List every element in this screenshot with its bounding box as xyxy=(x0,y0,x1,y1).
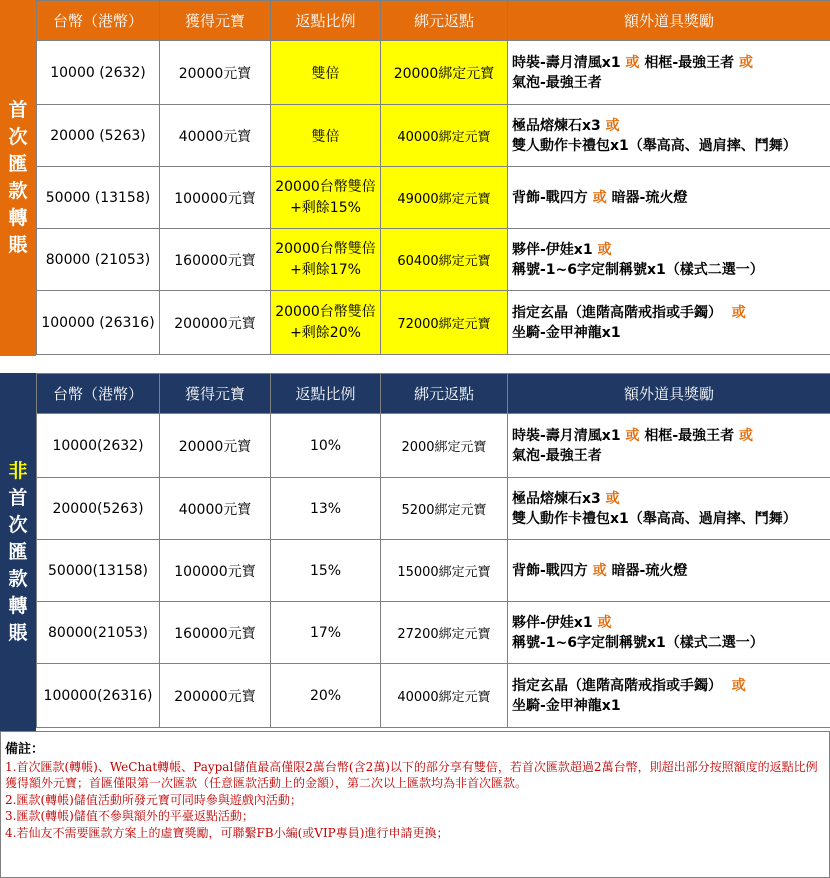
rate-line: 20000台幣雙倍 xyxy=(275,303,376,320)
reward-cell xyxy=(508,478,830,540)
header-yuanbao: 獲得元寶 xyxy=(160,374,271,414)
reward-item: 時裝-壽月清風x1 xyxy=(512,54,621,71)
reward-cell xyxy=(508,291,830,355)
table-row xyxy=(37,291,830,355)
bind-cell: 20000綁定元寶 xyxy=(381,41,508,105)
header-reward: 額外道具獎勵 xyxy=(508,374,830,414)
twd-cell: 80000(21053) xyxy=(37,602,160,664)
reward-cell xyxy=(508,414,830,478)
rate-cell xyxy=(271,167,381,229)
rate-cell: 20% xyxy=(271,664,381,728)
table-header-row xyxy=(37,1,830,41)
sidebar-char: 次 xyxy=(8,513,28,536)
table-row xyxy=(37,414,830,478)
reward-item: 背飾-戰四方 xyxy=(512,189,588,206)
or-label: 或 xyxy=(605,117,620,134)
sidebar-char: 賬 xyxy=(8,621,28,644)
first-deposit-table xyxy=(36,0,830,355)
sidebar-char: 轉 xyxy=(8,594,28,617)
bind-cell: 15000綁定元寶 xyxy=(381,540,508,602)
twd-cell: 80000 (21053) xyxy=(37,229,160,291)
table-row xyxy=(37,167,830,229)
notes-section xyxy=(0,731,830,878)
sidebar-char: 賬 xyxy=(8,234,28,256)
bind-cell: 72000綁定元寶 xyxy=(381,291,508,355)
table-row xyxy=(37,478,830,540)
yuanbao-cell: 200000元寶 xyxy=(160,664,271,728)
reward-item: 稱號-1~6字定制稱號x1（樣式二選一） xyxy=(512,634,764,651)
header-twd: 台幣（港幣） xyxy=(37,1,160,41)
header-bind: 綁元返點 xyxy=(381,374,508,414)
header-rate: 返點比例 xyxy=(271,374,381,414)
yuanbao-cell: 40000元寶 xyxy=(160,478,271,540)
reward-item: 氣泡-最強王者 xyxy=(512,74,602,91)
twd-cell: 100000 (26316) xyxy=(37,291,160,355)
sidebar-char: 非 xyxy=(8,459,28,482)
header-twd: 台幣（港幣） xyxy=(37,374,160,414)
table-row xyxy=(37,105,830,167)
reward-item: 夥伴-伊娃x1 xyxy=(512,241,593,258)
reward-item: 坐騎-金甲神龍x1 xyxy=(512,697,621,714)
reward-cell xyxy=(508,41,830,105)
note-item: 1.首次匯款(轉帳)、WeChat轉帳、Paypal儲值最高僅限2萬台幣(含2萬)以下的部分享有雙倍，若首次匯款超過2萬台幣，則超出部分按照額度的返點比例獲得額外元寶；首匯僅限第一次匯款（任意匯款活動上的金額），第二次以上匯款均為非首次匯款。 xyxy=(5,759,818,790)
twd-cell: 100000(26316) xyxy=(37,664,160,728)
yuanbao-cell: 200000元寶 xyxy=(160,291,271,355)
reward-item: 指定玄晶（進階高階戒指或手鐲） xyxy=(512,677,722,694)
sidebar-char: 次 xyxy=(8,126,28,148)
or-label: 或 xyxy=(597,614,612,631)
twd-cell: 20000(5263) xyxy=(37,478,160,540)
reward-item: 雙人動作卡禮包x1（舉高高、過肩摔、鬥舞） xyxy=(512,137,797,154)
rate-line: 20000台幣雙倍 xyxy=(275,178,376,195)
reward-item: 極品熔煉石x3 xyxy=(512,490,601,507)
or-label: 或 xyxy=(739,54,754,71)
reward-item: 暗器-琉火燈 xyxy=(611,189,688,206)
rate-cell xyxy=(271,229,381,291)
sidebar-char: 匯 xyxy=(8,153,28,175)
notes-title: 備註： xyxy=(5,742,45,757)
reward-item: 坐騎-金甲神龍x1 xyxy=(512,324,621,341)
reward-item: 相框-最強王者 xyxy=(644,427,735,444)
first-deposit-sidebar xyxy=(0,0,36,356)
rate-line: +剩餘17% xyxy=(290,261,361,278)
or-label: 或 xyxy=(605,490,620,507)
reward-item: 指定玄晶（進階高階戒指或手鐲） xyxy=(512,304,722,321)
yuanbao-cell: 100000元寶 xyxy=(160,167,271,229)
table-row xyxy=(37,229,830,291)
rate-cell: 13% xyxy=(271,478,381,540)
reward-cell xyxy=(508,664,830,728)
note-item: 2.匯款(轉帳)儲值活動所發元寶可同時參與遊戲內活動； xyxy=(5,792,302,807)
or-label: 或 xyxy=(597,241,612,258)
bind-cell: 49000綁定元寶 xyxy=(381,167,508,229)
rate-cell: 10% xyxy=(271,414,381,478)
or-label: 或 xyxy=(592,562,607,579)
bind-cell: 60400綁定元寶 xyxy=(381,229,508,291)
reward-item: 夥伴-伊娃x1 xyxy=(512,614,593,631)
reward-cell xyxy=(508,229,830,291)
bind-cell: 5200綁定元寶 xyxy=(381,478,508,540)
non-first-deposit-sidebar xyxy=(0,373,36,731)
sidebar-char: 款 xyxy=(8,180,28,202)
rate-cell: 15% xyxy=(271,540,381,602)
header-yuanbao: 獲得元寶 xyxy=(160,1,271,41)
twd-cell: 10000 (2632) xyxy=(37,41,160,105)
twd-cell: 50000(13158) xyxy=(37,540,160,602)
yuanbao-cell: 100000元寶 xyxy=(160,540,271,602)
rate-cell: 雙倍 xyxy=(271,105,381,167)
sidebar-char: 款 xyxy=(8,567,28,590)
rate-line: +剩餘20% xyxy=(290,324,361,341)
yuanbao-cell: 20000元寶 xyxy=(160,414,271,478)
header-reward: 額外道具獎勵 xyxy=(508,1,830,41)
yuanbao-cell: 40000元寶 xyxy=(160,105,271,167)
or-label: 或 xyxy=(731,677,746,694)
sidebar-char: 轉 xyxy=(8,207,28,229)
or-label: 或 xyxy=(625,427,640,444)
rate-cell xyxy=(271,291,381,355)
twd-cell: 50000 (13158) xyxy=(37,167,160,229)
table-row xyxy=(37,41,830,105)
rate-line: 20000台幣雙倍 xyxy=(275,240,376,257)
reward-item: 氣泡-最強王者 xyxy=(512,447,602,464)
bind-cell: 40000綁定元寶 xyxy=(381,664,508,728)
rate-cell: 17% xyxy=(271,602,381,664)
table-row xyxy=(37,602,830,664)
reward-item: 背飾-戰四方 xyxy=(512,562,588,579)
reward-item: 極品熔煉石x3 xyxy=(512,117,601,134)
table-header-row xyxy=(37,374,830,414)
or-label: 或 xyxy=(739,427,754,444)
rate-line: +剩餘15% xyxy=(290,199,361,216)
yuanbao-cell: 160000元寶 xyxy=(160,229,271,291)
reward-item: 雙人動作卡禮包x1（舉高高、過肩摔、鬥舞） xyxy=(512,510,797,527)
reward-cell xyxy=(508,167,830,229)
note-item: 4.若仙友不需要匯款方案上的虛寶獎勵，可聯繫FB小編(或VIP專員)進行申請更換； xyxy=(5,825,449,840)
or-label: 或 xyxy=(592,189,607,206)
rate-cell: 雙倍 xyxy=(271,41,381,105)
non-first-deposit-table xyxy=(36,373,830,728)
reward-item: 稱號-1~6字定制稱號x1（樣式二選一） xyxy=(512,261,764,278)
reward-item: 暗器-琉火燈 xyxy=(611,562,688,579)
reward-item: 時裝-壽月清風x1 xyxy=(512,427,621,444)
reward-cell xyxy=(508,540,830,602)
or-label: 或 xyxy=(625,54,640,71)
yuanbao-cell: 160000元寶 xyxy=(160,602,271,664)
twd-cell: 10000(2632) xyxy=(37,414,160,478)
sidebar-char: 首 xyxy=(8,486,28,509)
sidebar-char: 首 xyxy=(8,99,28,121)
reward-item: 相框-最強王者 xyxy=(644,54,735,71)
table-row xyxy=(37,664,830,728)
table-row xyxy=(37,540,830,602)
header-rate: 返點比例 xyxy=(271,1,381,41)
reward-cell xyxy=(508,105,830,167)
sidebar-char: 匯 xyxy=(8,540,28,563)
yuanbao-cell: 20000元寶 xyxy=(160,41,271,105)
bind-cell: 40000綁定元寶 xyxy=(381,105,508,167)
or-label: 或 xyxy=(731,304,746,321)
twd-cell: 20000 (5263) xyxy=(37,105,160,167)
bind-cell: 27200綁定元寶 xyxy=(381,602,508,664)
bind-cell: 2000綁定元寶 xyxy=(381,414,508,478)
header-bind: 綁元返點 xyxy=(381,1,508,41)
reward-cell xyxy=(508,602,830,664)
note-item: 3.匯款(轉帳)儲值不參與額外的平臺返點活動； xyxy=(5,809,254,823)
